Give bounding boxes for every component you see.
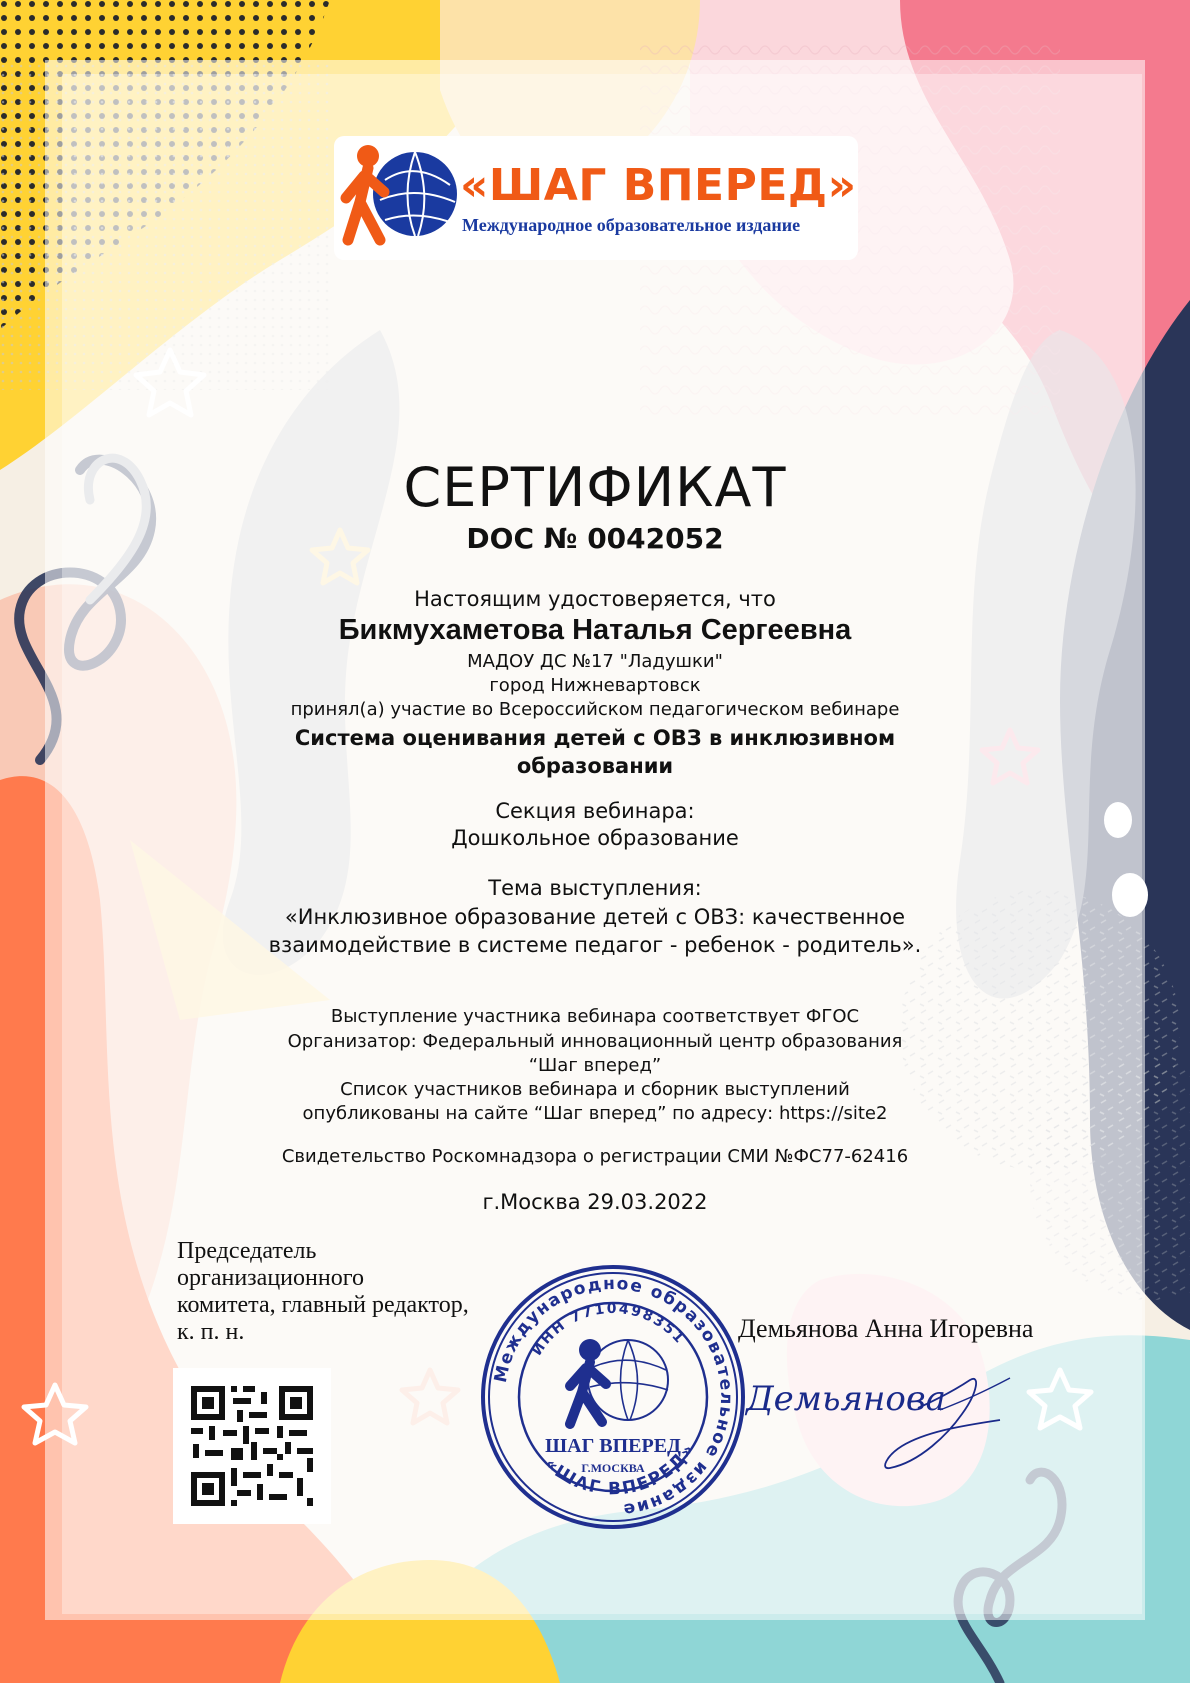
- topic-value: «Инклюзивное образование детей с ОВЗ: качественное взаимодействие в системе педагог - ребенок - родитель».: [268, 905, 922, 957]
- handwritten-signature: [740, 1370, 1030, 1480]
- publication-line: Список участников вебинара и сборник выступлений: [340, 1079, 850, 1100]
- logo-title: «ШАГ ВПЕРЕД»: [460, 160, 857, 211]
- recipient-city: город Нижневартовск: [489, 675, 701, 696]
- qr-code: [173, 1368, 331, 1524]
- chair-line: комитета, главный редактор,: [177, 1292, 469, 1318]
- qr-code-icon: [173, 1368, 331, 1524]
- chair-line: Председатель: [177, 1238, 317, 1264]
- organizer-statement: [240, 1030, 950, 1078]
- publication-site-line: опубликованы на сайте “Шаг вперед” по адресу: https://site2: [302, 1103, 888, 1124]
- stamp-city: Г.МОСКВА: [581, 1461, 645, 1475]
- topic-label: Тема выступления:: [488, 876, 702, 900]
- chair-line: организационного: [177, 1265, 364, 1291]
- fgos-statement: Выступление участника вебинара соответствует ФГОС: [330, 1006, 860, 1027]
- certificate-title: СЕРТИФИКАТ: [403, 456, 787, 519]
- document-number: DOC № 0042052: [466, 522, 724, 555]
- official-stamp: [478, 1262, 748, 1532]
- publication-statement: [240, 1078, 950, 1126]
- logo-subtitle: Международное образовательное издание: [462, 215, 801, 235]
- organizer-line: Организатор: Федеральный инновационный центр образования: [287, 1031, 903, 1052]
- hereby-text: Настоящим удостоверяется, что: [414, 587, 776, 611]
- participation-text: принял(а) участие во Всероссийском педагогическом вебинаре: [290, 699, 900, 720]
- recipient-name: Бикмухаметова Наталья Сергеевна: [338, 614, 852, 646]
- section-value: Дошкольное образование: [451, 826, 739, 850]
- stamp-name: ШАГ ВПЕРЕД: [545, 1435, 681, 1457]
- section-label: Секция вебинара:: [495, 799, 695, 823]
- stamp-inn: ИНН 7710498351: [529, 1300, 689, 1359]
- roskomnadzor-registration: Свидетельство Роскомнадзора о регистрации СМИ №ФС77-62416: [281, 1146, 909, 1167]
- webinar-title: Система оценивания детей с ОВЗ в инклюзивном образовании: [294, 726, 896, 778]
- chair-line: к. п. н.: [177, 1319, 245, 1345]
- signer-name: Демьянова Анна Игоревна: [738, 1314, 1034, 1343]
- stamp-bottom-text: «ШАГ ВПЕРЕД»: [540, 1439, 700, 1500]
- signature-text: Демьянова: [746, 1379, 946, 1419]
- stamp-outer-text: Международное образовательное издание: [490, 1273, 737, 1520]
- organizer-name: “Шаг вперед”: [528, 1055, 662, 1076]
- recipient-organization: МАДОУ ДС №17 "Ладушки": [467, 651, 723, 672]
- logo-walking-globe-icon: [340, 140, 460, 258]
- place-date: г.Москва 29.03.2022: [482, 1190, 708, 1214]
